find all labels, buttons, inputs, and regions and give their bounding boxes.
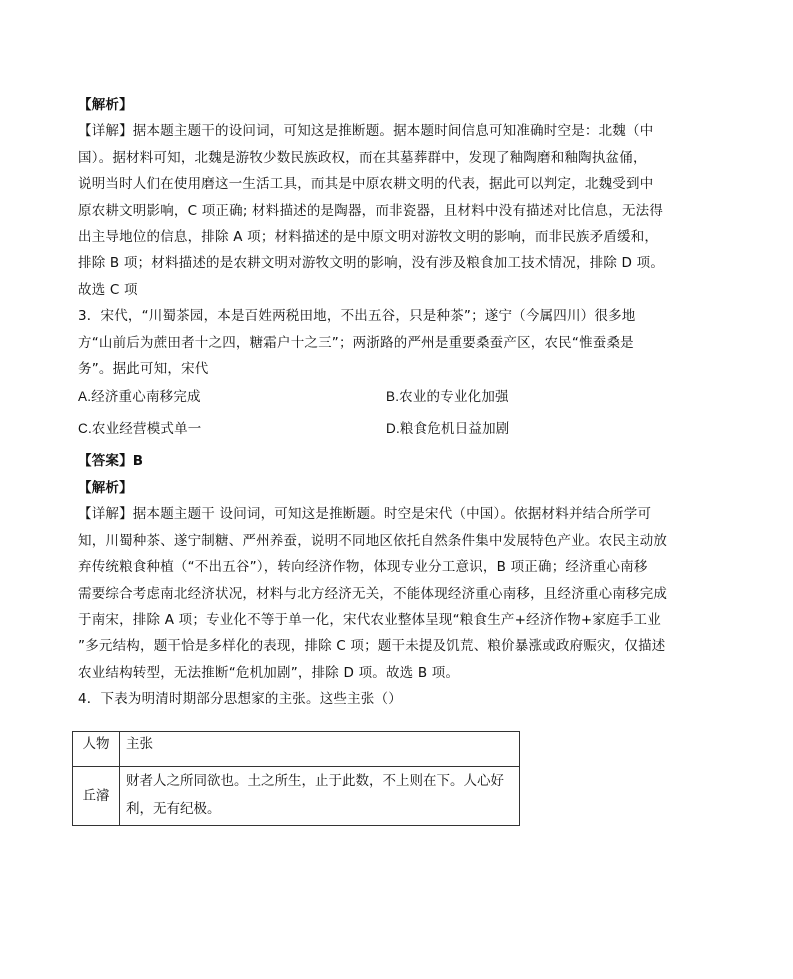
table-cell-claim-line-2: 利，无有纪极。 — [126, 801, 221, 817]
q3-answer-line: 【答案】B — [78, 453, 144, 470]
q2-detail-line-6: 排除 B 项；材料描述的是农耕文明对游牧文明的影响，没有涉及粮食加工技术情况，排除 D 项。 — [78, 255, 665, 272]
q3-option-a-letter: A. — [78, 389, 92, 405]
q3-option-c — [78, 416, 202, 442]
document-page — [78, 92, 678, 713]
q3-options — [78, 384, 678, 448]
q2-detail-line-2: 国）。据材料可知，北魏是游牧少数民族政权，而在其墓葬群中，发现了釉陶磨和釉陶执盆俑， — [78, 149, 647, 166]
table-cell-claim — [120, 767, 520, 826]
q3-detail-line-6: ”多元结构，题干恰是多样化的表现，排除 C 项；题干未提及饥荒、粮价暴涨或政府赈灾，仅描述 — [78, 638, 666, 655]
q3-option-d — [386, 416, 510, 442]
q4-stem: 4．下表为明清时期部分思想家的主张。这些主张（） — [78, 691, 402, 708]
q3-option-c-text: 农业经营模式单一 — [91, 421, 202, 438]
q3-stem-line-3: 务”。据此可知，宋代 — [78, 361, 209, 378]
q3-detail-line-3: 弃传统粮食种植（“不出五谷”），转向经济作物，体现专业分工意识，B 项正确；经济重心南移 — [78, 559, 648, 576]
q3-detail-line-5: 于南宋，排除 A 项；专业化不等于单一化，宋代农业整体呈现“粮食生产+经济作物+家庭手工业 — [78, 611, 661, 628]
q3-option-a — [78, 384, 201, 410]
q3-option-c-letter: C. — [78, 421, 92, 437]
q3-option-d-letter: D. — [386, 421, 400, 437]
q3-detail-line-7: 农业结构转型，无法推断“危机加剧”，排除 D 项。故选 B 项。 — [78, 664, 460, 681]
q3-option-b-letter: B. — [386, 389, 400, 405]
q3-stem-line-1: 3．宋代，“川蜀茶园，本是百姓两税田地，不出五谷，只是种茶”；遂宁（今属四川）很多地 — [78, 308, 636, 325]
q3-analysis-label: 【解析】 — [78, 479, 133, 496]
q2-detail-line-5: 出主导地位的信息，排除 A 项；材料描述的是中原文明对游牧文明的影响，而非民族矛盾缓和， — [78, 229, 659, 246]
q2-detail-line-4: 原农耕文明影响，C 项正确; 材料描述的是陶器，而非瓷器，且材料中没有描述对比信息，无法得 — [78, 202, 664, 219]
q3-option-a-text: 经济重心南移完成 — [91, 389, 201, 406]
q3-detail-line-2: 知，川蜀种茶、遂宁制糖、严州养蚕，说明不同地区依托自然条件集中发展特色产业。农民主动放 — [78, 532, 668, 549]
table-cell-claim-line-1: 财者人之所同欲也。土之所生，止于此数，不上则在下。人心好 — [126, 773, 504, 789]
q3-option-d-text: 粮食危机日益加剧 — [399, 421, 510, 438]
table-row — [73, 767, 520, 826]
table-header-row — [73, 732, 520, 767]
table-cell-person: 丘濬 — [73, 767, 120, 826]
table-header-claim: 主张 — [120, 732, 520, 767]
q2-detail-line-3: 说明当时人们在使用磨这一生活工具，而其是中原农耕文明的代表，据此可以判定，北魏受到中 — [78, 176, 654, 193]
q3-stem-line-2: 方“山前后为蔗田者十之四，糖霜户十之三”；两浙路的严州是重要桑蚕产区，农民“惟蚕桑是 — [78, 334, 634, 351]
q2-detail-line-1: 【详解】据本题主题干的设问词，可知这是推断题。据本题时间信息可知准确时空是：北魏（中 — [78, 123, 654, 140]
thinkers-table — [72, 731, 520, 826]
q3-detail-line-1: 【详解】据本题主题干 设问词，可知这是推断题。时空是宋代（中国）。依据材料并结合所学可 — [78, 506, 652, 523]
q3-option-b — [386, 384, 509, 410]
q2-detail-line-7: 故选 C 项 — [78, 281, 138, 298]
q2-analysis-label: 【解析】 — [78, 97, 133, 113]
q3-detail-line-4: 需要综合考虑南北经济状况，材料与北方经济无关，不能体现经济重心南移，且经济重心南移完成 — [78, 585, 668, 602]
table-header-person: 人物 — [73, 732, 120, 767]
q3-option-b-text: 农业的专业化加强 — [399, 389, 509, 406]
